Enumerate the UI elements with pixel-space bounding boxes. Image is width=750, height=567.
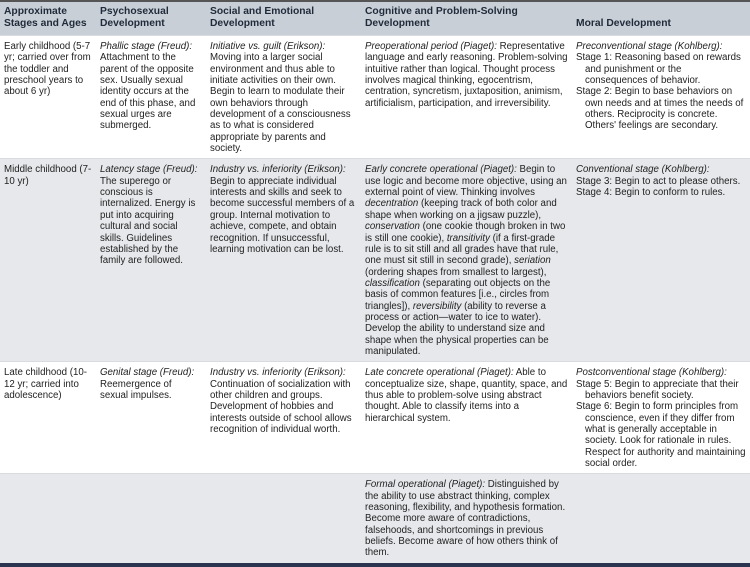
moral-cell [572,36,750,159]
cognitive-text: (if a first-grade rule is to sit still and all grades have that rule, one must sit still in second grade), [365,232,559,267]
cognitive-text: Distinguished by the ability to use abstract thinking, complex reasoning, flexibility, and hypothesis formation. Become more aware of contradictions, falsehoods, and shortcomings in previous beliefs. Become aware of how others think of them. [365,479,566,559]
header-psychosexual: Psychosexual Development [96,1,206,36]
table-body [0,36,750,565]
social-cell [206,362,361,474]
psychosexual-description: Attachment to the parent of the opposite sex. Usually sexual identity occurs at the end of this phase, and sexual urges are submerged. [100,52,196,132]
psychosexual-cell [96,362,206,474]
cognitive-text: (ability to reverse a process or action—water to ice to water). Develop the ability to understand size and shape when the physical properties can be manipulated. [365,300,549,357]
stage-cell: Late childhood (10-12 yr; carried into adolescence) [0,362,96,474]
social-description: Continuation of socialization with other children and groups. Development of hobbies and interests outside of school allows recognition of individual worth. [210,378,352,435]
table-row [0,159,750,362]
psychosexual-description: The superego or conscious is internalized. Energy is put into acquiring cultural and social skills. Guidelines established by the family are followed. [100,175,196,267]
cognitive-cell [361,159,572,362]
cognitive-term: classification [365,277,420,289]
cognitive-cell [361,36,572,159]
moral-theory: Conventional stage (Kohlberg): [576,164,710,176]
cognitive-term: conservation [365,221,420,233]
stage-cell: Middle childhood (7-10 yr) [0,159,96,362]
social-theory: Initiative vs. guilt (Erikson): [210,41,326,52]
header-social: Social and Emotional Development [206,1,361,36]
moral-theory: Preconventional stage (Kohlberg): [576,41,723,52]
table-row [0,474,750,565]
stage-cell [0,474,96,565]
cognitive-cell [361,362,572,474]
psychosexual-cell [96,474,206,565]
header-cognitive: Cognitive and Problem-Solving Development [361,1,572,36]
moral-cell [572,159,750,362]
psychosexual-cell [96,159,206,362]
social-cell [206,474,361,565]
table-row [0,36,750,159]
social-theory: Industry vs. inferiority (Erikson): [210,164,346,176]
table-row [0,362,750,474]
psychosexual-theory: Genital stage (Freud): [100,367,195,379]
cognitive-term: decentration [365,198,419,210]
moral-cell [572,362,750,474]
cognitive-text: (ordering shapes from smallest to largest), [365,266,547,278]
cognitive-text: (separating out objects on the basis of common features [i.e., circles from triangles]), [365,277,551,312]
moral-stage: Stage 2: Begin to base behaviors on own needs and at times the needs of others. Reciprocity is concrete. Others' feelings are secondary. [576,86,744,132]
psychosexual-theory: Latency stage (Freud): [100,164,198,176]
cognitive-text: Representative language and early reasoning. Problem-solving intuitive rather than logical. Thought process involves magical thinking, egocentrism, centration, syncretism, juxtaposition, animism, artificialism, participation, and irreversibility. [365,41,568,109]
moral-stage: Stage 3: Begin to act to please others. [576,175,741,187]
cognitive-term: Preoperational period (Piaget): [365,41,497,52]
stage-cell: Early childhood (5-7 yr; carried over from the toddler and preschool years to about 6 yr) [0,36,96,159]
moral-stage: Stage 6: Begin to form principles from conscience, even if they differ from what is generally acceptable in society. Look for rationale in rules. Respect for authority and maintaining social order. [576,401,746,470]
cognitive-text: (one cookie though broken in two is still one cookie), [365,221,566,244]
cognitive-text: Begin to use logic and become more objective, using an external point of view. Thinking involves [365,164,567,199]
cognitive-text: (keeping track of both color and shape when working on a jigsaw puzzle), [365,198,557,221]
header-stages: Approximate Stages and Ages [0,1,96,36]
social-cell [206,36,361,159]
psychosexual-cell [96,36,206,159]
social-description: Begin to appreciate individual interests and skills and seek to become successful members of a group. Internal motivation to achieve, compete, and obtain recognition. If unsuccessful, learning motivation can be lost. [210,175,355,255]
moral-stage: Stage 4: Begin to conform to rules. [576,187,726,199]
social-cell [206,159,361,362]
moral-stage: Stage 5: Begin to appreciate that their behaviors benefit society. [576,378,739,401]
header-moral: Moral Development [572,1,750,36]
psychosexual-description: Reemergence of sexual impulses. [100,378,172,401]
cognitive-term: Early concrete operational (Piaget): [365,164,517,176]
cognitive-term: Late concrete operational (Piaget): [365,367,514,379]
cognitive-term: seriation [514,255,551,267]
moral-theory: Postconventional stage (Kohlberg): [576,367,727,379]
cognitive-cell [361,474,572,565]
moral-stage: Stage 1: Reasoning based on rewards and punishment or the consequences of behavior. [576,52,741,87]
header-row [0,1,750,36]
psychosexual-theory: Phallic stage (Freud): [100,41,193,52]
social-theory: Industry vs. inferiority (Erikson): [210,367,346,379]
cognitive-term: Formal operational (Piaget): [365,479,486,491]
cognitive-term: transitivity [446,232,490,244]
cognitive-text: Able to conceptualize size, shape, quantity, space, and thus able to problem-solve using abstract thought. Able to classify items into a hierarchical system. [365,367,568,424]
social-description: Moving into a larger social environment and thus able to initiate activities on their own. Begin to learn to modulate their own behaviors through development of a consciousness as to what is considered appropriate by parents and society. [210,52,351,155]
moral-cell [572,474,750,565]
cognitive-term: reversibility [412,300,462,312]
